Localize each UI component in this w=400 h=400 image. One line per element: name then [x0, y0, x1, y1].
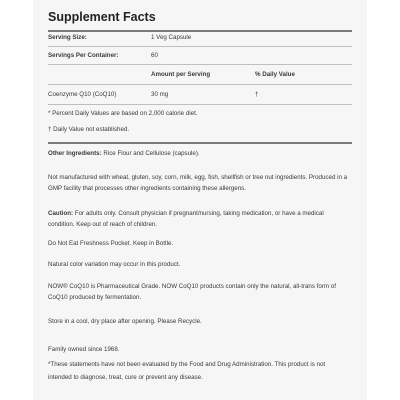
nutrient-name: Coenzyme Q10 (CoQ10)	[48, 91, 117, 98]
section-divider	[48, 142, 352, 144]
divider	[48, 46, 352, 47]
fda-disclaimer-line2: intended to diagnose, treat, cure or prevent any disease.	[48, 374, 203, 381]
servings-per-container-value: 60	[151, 52, 158, 59]
other-ingredients-label: Other Ingredients:	[48, 150, 102, 157]
caution-label: Caution:	[48, 210, 74, 217]
footnote-percent-dv: * Percent Daily Values are based on 2,000 calorie diet.	[48, 110, 198, 117]
title-divider	[48, 30, 352, 32]
color-variation-note: Natural color variation may occur in this product.	[48, 261, 181, 268]
caution-line2: condition. Keep out of reach of children.	[48, 221, 158, 228]
allergen-statement-line2: GMP facility that processes other ingredients containing these allergens.	[48, 185, 246, 192]
other-ingredients	[48, 150, 200, 158]
supplement-facts-panel	[33, 0, 367, 400]
serving-size-label: Serving Size:	[48, 34, 87, 41]
nutrient-daily-value: †	[255, 91, 259, 98]
divider	[48, 64, 352, 65]
family-owned-note: Family owned since 1968.	[48, 346, 120, 353]
fda-disclaimer-line1: *These statements have not been evaluated by the Food and Drug Administration. This product is not	[48, 361, 326, 368]
column-header-amount: Amount per Serving	[151, 71, 211, 78]
divider	[48, 84, 352, 85]
storage-note: Store in a cool, dry place after opening. Please Recycle.	[48, 318, 202, 325]
servings-per-container-label: Servings Per Container:	[48, 52, 119, 59]
serving-size-value: 1 Veg Capsule	[151, 34, 192, 41]
caution-line1	[48, 210, 324, 218]
pharmaceutical-grade-line2: CoQ10 produced by fermentation.	[48, 294, 142, 301]
freshness-note: Do Not Eat Freshness Pocket. Keep in Bottle.	[48, 240, 174, 247]
nutrient-amount: 30 mg	[151, 91, 169, 98]
other-ingredients-text: Rice Flour and Cellulose (capsule).	[101, 150, 200, 157]
column-header-daily-value: % Daily Value	[255, 71, 295, 78]
allergen-statement-line1: Not manufactured with wheat, gluten, soy, corn, milk, egg, fish, shellfish or tree nut ingredients. Produced in a	[48, 174, 348, 181]
pharmaceutical-grade-line1: NOW® CoQ10 is Pharmaceutical Grade. NOW CoQ10 products contain only the natural, all-trans form of	[48, 283, 336, 290]
footnote-dv-not-established: † Daily Value not established.	[48, 126, 130, 133]
divider	[48, 104, 352, 105]
panel-title: Supplement Facts	[48, 10, 156, 24]
caution-text: For adults only. Consult physician if pregnant/nursing, taking medication, or have a medical	[73, 210, 324, 217]
